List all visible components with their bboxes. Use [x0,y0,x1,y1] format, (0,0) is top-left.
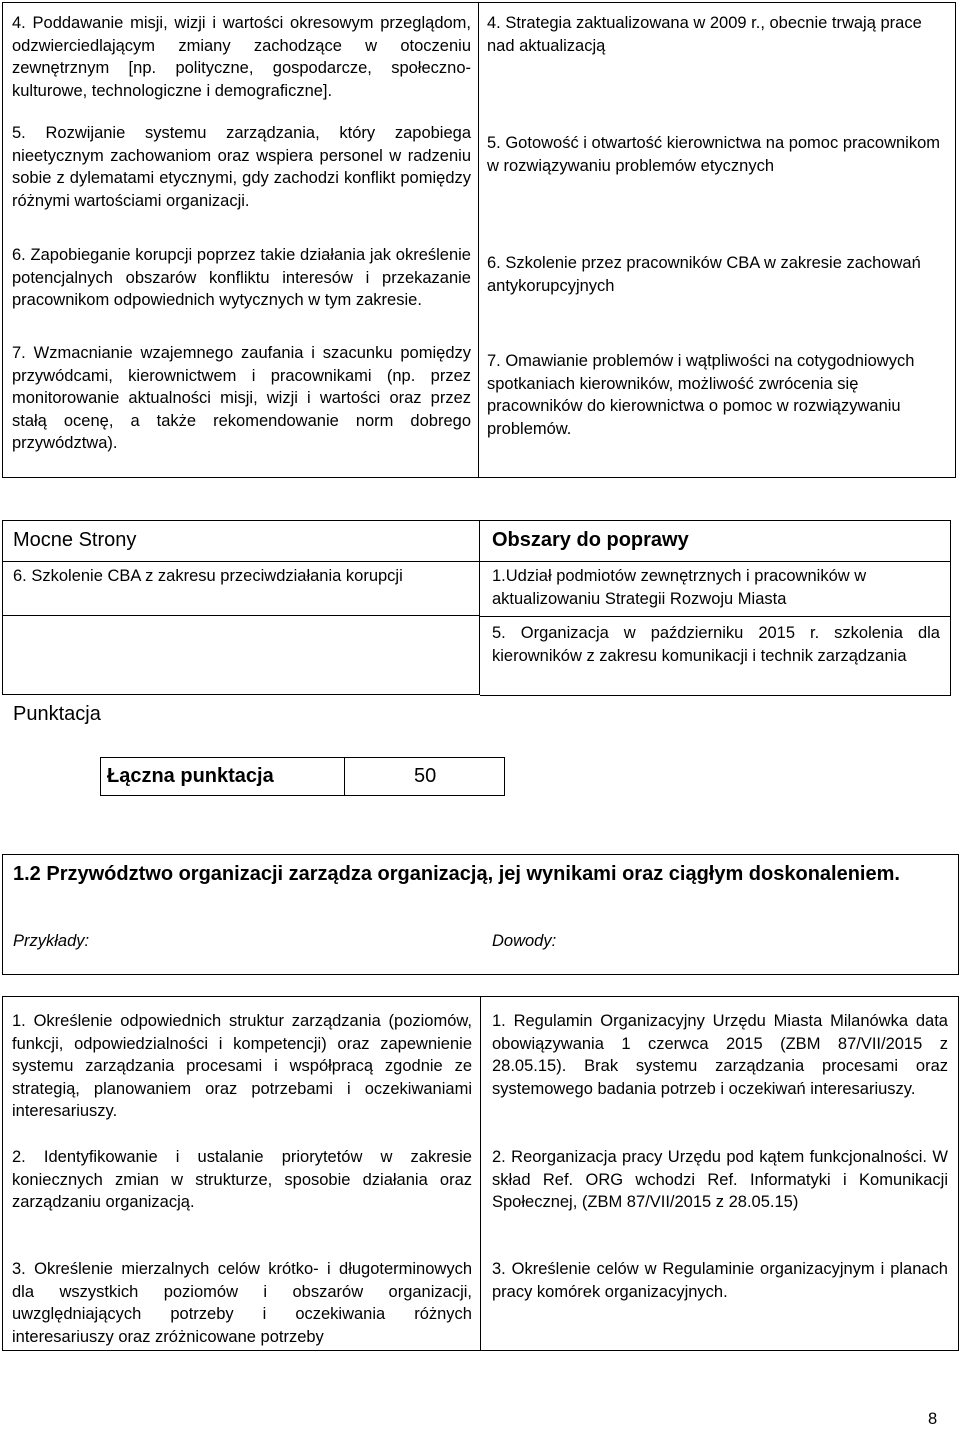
strengths-left-edge [2,520,3,695]
top-left-item-6: 6. Zapobieganie korupcji poprzez takie działania jak określenie potencjalnych obszarów konfliktu interesów i przekazanie pracownikom odpowiednich wytycznych w tym zakresie. [12,246,471,309]
page-number: 8 [928,1410,938,1428]
bottom-right-item-3: 3. Określenie celów w Regulaminie organizacyjnym i planach pracy komórek organizacyjnych. [492,1260,948,1301]
improvement-item-1: 1.Udział podmiotów zewnętrznych i pracowników w aktualizowaniu Strategii Rozwoju Miasta [492,567,867,608]
strengths-right-edge [950,520,951,695]
bottom-left-item-2: 2. Identyfikowanie i ustalanie priorytetów w zakresie koniecznych zmian w strukturze, sposobie działania oraz zarządzaniu organizacją. [12,1148,472,1211]
top-right-item-6: 6. Szkolenie przez pracowników CBA w zakresie zachowań antykorupcyjnych [487,254,921,295]
bottom-left-item-3: 3. Określenie mierzalnych celów krótko- i długoterminowych dla wszystkich poziomów i obszarów organizacji, uwzględniających potrzeby i oczekiwania różnych interesariuszy oraz zróżnicowane potrzeby [12,1260,472,1346]
top-left-item-5: 5. Rozwijanie systemu zarządzania, który zapobiega nieetycznym zachowaniom oraz wspiera personel w radzeniu sobie z dylematami etycznymi, gdy zachodzi konflikt pomiędzy różnymi wartościami organizacji. [12,124,471,210]
bottom-left-item-1: 1. Określenie odpowiednich struktur zarządzania (poziomów, funkcji, odpowiedzialności i kompetencji) oraz zapewnienie systemu zarządzania procesami i współpracą zgodnie ze strategią, planowaniem oraz potrzebami i oczekiwaniami interesariuszy. [12,1012,472,1120]
strengths-bottom-right-rule [480,695,951,696]
bottom-right-column [492,1010,948,1303]
top-table-divider [478,2,479,478]
total-score-value: 50 [414,765,437,787]
bottom-table-divider [480,996,481,1351]
evidence-label: Dowody: [492,932,557,950]
top-right-item-7: 7. Omawianie problemów i wątpliwości na cotygodniowych spotkaniach kierowników, możliwość zwrócenia się pracowników do kierownictwa o pomoc w rozwiązywaniu problemów. [487,352,915,438]
section-title: 1.2 Przywództwo organizacji zarządza organizacją, jej wynikami oraz ciągłym doskonaleniem. [13,863,900,885]
top-left-column [12,12,471,455]
total-score-label: Łączna punktacja [107,765,274,787]
examples-label: Przykłady: [13,932,90,950]
top-right-column [487,12,949,440]
total-score-divider [344,757,345,796]
bottom-right-item-2: 2. Reorganizacja pracy Urzędu pod kątem funkcjonalności. W skład Ref. ORG wchodzi Ref. Informatyki i Komunikacji Społecznej, (ZBM 87/VII/2015 z 28.05.15) [492,1148,948,1211]
improvement-item-5: 5. Organizacja w październiku 2015 r. szkolenia dla kierowników z zakresu komunikacji i technik zarządzania [492,624,940,665]
top-right-item-4: 4. Strategia zaktualizowana w 2009 r., obecnie trwają prace nad aktualizacją [487,14,922,55]
strengths-left-rule [2,615,479,616]
top-right-item-5: 5. Gotowość i otwartość kierownictwa na pomoc pracownikom w rozwiązywaniu problemów etycznych [487,134,941,175]
strengths-right-rule [480,616,951,617]
improvements-title: Obszary do poprawy [492,529,689,551]
bottom-right-item-1: 1. Regulamin Organizacyjny Urzędu Miasta Milanówka data obowiązywania 1 czerwca 2015 (ZBM 87/VII/2015 z 28.05.15). Brak systemu zarządzania procesami oraz systemowego badania potrzeb i oczekiwań interesariuszy. [492,1012,948,1098]
strengths-title: Mocne Strony [13,529,137,551]
strengths-top-rule [2,520,951,521]
score-label: Punktacja [13,703,101,725]
strengths-row-rule [2,561,951,562]
top-left-item-7: 7. Wzmacnianie wzajemnego zaufania i szacunku pomiędzy przywódcami, kierownictwem i pracownikami (np. przez monitorowanie aktualności misji, wizji i wartości oraz przez stałą ocenę, a także rekomendowanie norm dobrego przywództwa). [12,344,471,452]
strengths-bottom-left-rule [2,694,479,695]
top-left-item-4: 4. Poddawanie misji, wizji i wartości okresowym przeglądom, odzwierciedlającym zmiany zachodzące w otoczeniu zewnętrznym [np. polityczne, gospodarcze, społeczno-kulturowe, technologiczne i demograficzne]. [12,14,471,100]
strength-item: 6. Szkolenie CBA z zakresu przeciwdziałania korupcji [13,567,403,585]
bottom-left-column [12,1010,472,1348]
strengths-divider [479,520,480,695]
